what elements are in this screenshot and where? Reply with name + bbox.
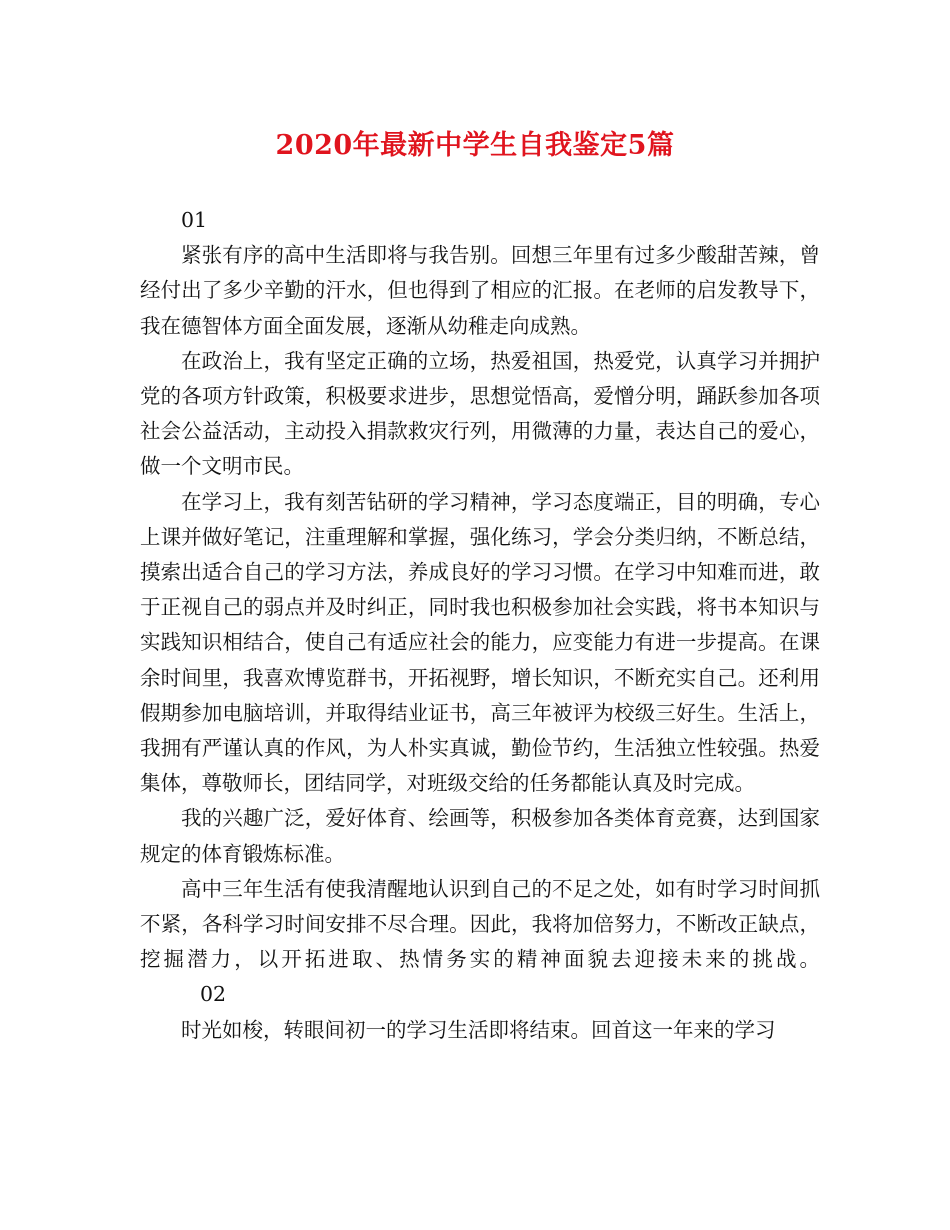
paragraph-5-wrap — [140, 872, 820, 1013]
paragraph-5: 高中三年生活有使我清醒地认识到自己的不足之处，如有时学习时间抓不紧，各科学习时间安排不尽合理。因此，我将加倍努力，不断改正缺点，挖掘潜力，以开拓进取、热情务实的精神面貌去迎接未来的挑战。 — [140, 876, 820, 972]
paragraph-1: 紧张有序的高中生活即将与我告别。回想三年里有过多少酸甜苦辣，曾经付出了多少辛勤的汗水，但也得到了相应的汇报。在老师的启发教导下，我在德智体方面全面发展，逐渐从幼稚走向成熟。 — [140, 243, 820, 338]
paragraph-6: 时光如梭，转眼间初一的学习生活即将结束。回首这一年来的学习 — [181, 1017, 776, 1042]
section-number-02: 02 — [200, 982, 227, 1007]
section-number-01: 01 — [181, 208, 208, 232]
paragraph-2: 在政治上，我有坚定正确的立场，热爱祖国，热爱党，认真学习并拥护党的各项方针政策，积极要求进步，思想觉悟高，爱憎分明，踊跃参加各项社会公益活动，主动投入捐款救灾行列，用微薄的力量，表达自己的爱心，做一个文明市民。 — [140, 348, 820, 479]
document-body — [140, 203, 820, 1048]
paragraph-3: 在学习上，我有刻苦钻研的学习精神，学习态度端正，目的明确，专心上课并做好笔记，注重理解和掌握，强化练习，学会分类归纳，不断总结，摸索出适合自己的学习方法，养成良好的学习习惯。在学习中知难而进，敢于正视自己的弱点并及时纠正，同时我也积极参加社会实践，将书本知识与实践知识相结合，使自己有适应社会的能力，应变能力有进一步提高。在课余时间里，我喜欢博览群书，开拓视野，增长知识，不断充实自己。还利用假期参加电脑培训，并取得结业证书，高三年被评为校级三好生。生活上，我拥有严谨认真的作风，为人朴实真诚，勤俭节约，生活独立性较强。热爱集体，尊敬师长，团结同学，对班级交给的任务都能认真及时完成。 — [140, 489, 820, 796]
document-title: 2020年最新中学生自我鉴定5篇 — [275, 130, 675, 161]
paragraph-4: 我的兴趣广泛，爱好体育、绘画等，积极参加各类体育竞赛，达到国家规定的体育锻炼标准。 — [140, 806, 820, 866]
